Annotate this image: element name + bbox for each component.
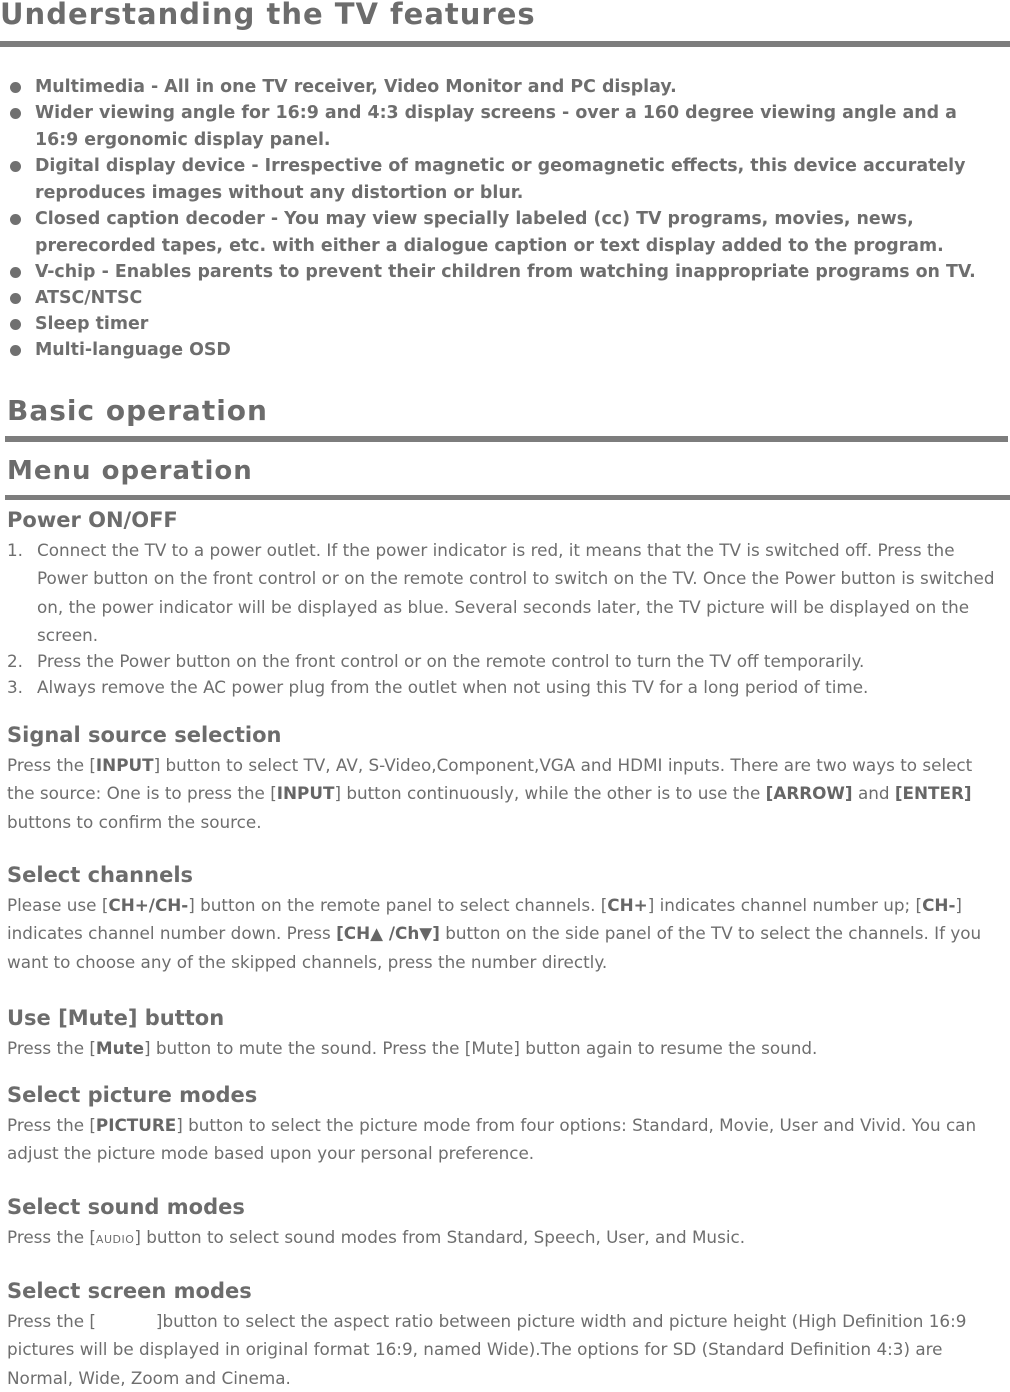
step-number: 3. [7,677,24,698]
feature-text: Wider viewing angle for 16:9 and 4:3 display screens - over a 160 degree viewing angle and a 16:9 ergonomic display panel. [35,103,957,150]
list-item [0,647,1000,675]
text-run: button on the side panel of the TV to select the channels. If you want to choose any of the skipped channels, press the number directly. [7,923,982,972]
text-run: ] button continuously, while the other is to use the [334,783,766,804]
step-text: Press the Power button on the front control or on the remote control to turn the TV off temporarily. [37,651,865,672]
audio-key: AUDIO [95,1233,135,1246]
text-run: ] indicates channel number up; [ [647,895,923,915]
page-title: Understanding the TV features [0,0,536,31]
text-run: ] button to mute the sound. Press the [Mute] button again to resume the sound. [143,1038,818,1058]
power-steps [0,536,1000,702]
screen-paragraph [7,1307,997,1392]
bullet-icon [10,345,21,356]
input-key: INPUT [95,755,154,775]
bullet-icon [10,214,21,225]
basic-operation-rule [5,436,1008,442]
text-run: ] button to select the picture mode from four options: Standard, Movie, User and Vivid. You can adjust the picture mode based upon your personal preference. [7,1115,977,1164]
list-item [0,259,1000,286]
text-run: ] button to select TV, AV, S-Video,Component,VGA and HDMI inputs. There are two ways to select the source: One is to press the [ [7,755,973,804]
step-text: Always remove the AC power plug from the outlet when not using this TV for a long period of time. [37,677,869,698]
channels-heading: Select channels [7,863,194,887]
title-rule [0,41,1010,47]
sound-paragraph [7,1223,997,1254]
step-text: Connect the TV to a power outlet. If the power indicator is red, it means that the TV is switched off. Press the Power button on the front control or on the remote control to switch on the TV. Once the Power button is switched on, the power indicator will be displayed as blue. Several seconds later, the TV picture will be displayed on the screen. [37,540,995,645]
list-item [0,153,1000,207]
ch-down-key: CH- [922,895,956,915]
input-key: INPUT [276,783,335,804]
feature-text: Digital display device - Irrespective of magnetic or geomagnetic effects, this device accurately reproduces images without any distortion or blur. [35,156,966,203]
ch-up-key: CH+ [607,895,648,915]
text-run: ] button on the remote panel to select channels. [ [188,895,608,915]
signal-paragraph [7,751,997,836]
bullet-icon [10,293,21,304]
mute-heading: Use [Mute] button [7,1006,225,1030]
power-heading: Power ON/OFF [7,508,178,532]
bullet-icon [10,82,21,93]
bullet-icon [10,108,21,119]
feature-text: ATSC/NTSC [35,288,143,308]
text-run: Press the [ [7,755,96,775]
feature-text: Closed caption decoder - You may view specially labeled (cc) TV programs, movies, news, prerecorded tapes, etc. with either a dialogue caption or text display added to the program. [35,209,944,256]
arrow-key: [ARROW] [765,783,853,804]
text-run: Please use [ [7,895,109,915]
ch-key: CH+/CH- [108,895,189,915]
list-item [0,74,1000,101]
channels-paragraph [7,891,997,976]
menu-operation-heading: Menu operation [7,456,253,486]
picture-key: PICTURE [95,1115,177,1135]
list-item [0,311,1000,338]
text-run: buttons to confirm the source. [7,811,262,832]
screen-heading: Select screen modes [7,1279,252,1303]
list-item [0,673,1000,701]
bullet-icon [10,267,21,278]
list-item [0,285,1000,312]
feature-text: V-chip - Enables parents to prevent their children from watching inappropriate programs on TV. [35,262,976,282]
text-run: Press the [ [7,1038,96,1058]
menu-operation-rule [5,495,1010,500]
sound-heading: Select sound modes [7,1195,245,1219]
text-run: ]button to select the aspect ratio between picture width and picture height (High Definition 16:9 pictures will be displayed in original format 16:9, named Wide).The options for SD (Standard Definition 4:3) are Normal, Wide, Zoom and Cinema. [7,1311,967,1388]
text-run: Press the [ [7,1227,96,1247]
mute-key: Mute [95,1038,144,1058]
signal-heading: Signal source selection [7,723,282,747]
bullet-icon [10,161,21,172]
basic-operation-heading: Basic operation [7,394,268,427]
mute-paragraph [7,1034,997,1062]
ch-arrow-key: [CH▲ /Ch▼] [336,923,440,944]
feature-text: Multimedia - All in one TV receiver, Video Monitor and PC display. [35,77,677,97]
step-number: 2. [7,651,24,672]
picture-paragraph [7,1111,997,1168]
text-run: ] indicates channel number down. Press [7,895,962,944]
step-number: 1. [7,540,24,560]
list-item [0,337,1000,364]
feature-text: Sleep timer [35,314,149,334]
bullet-icon [10,319,21,330]
text-run: Press the [ [7,1311,96,1331]
list-item [0,100,1000,154]
text-run: Press the [ [7,1115,96,1135]
text-run: ] button to select sound modes from Standard, Speech, User, and Music. [134,1227,746,1247]
feature-list [0,74,1000,363]
feature-text: Multi-language OSD [35,340,231,360]
list-item [0,536,1000,649]
enter-key: [ENTER] [894,783,972,804]
text-run: and [852,783,895,804]
list-item [0,206,1000,260]
picture-heading: Select picture modes [7,1083,258,1107]
